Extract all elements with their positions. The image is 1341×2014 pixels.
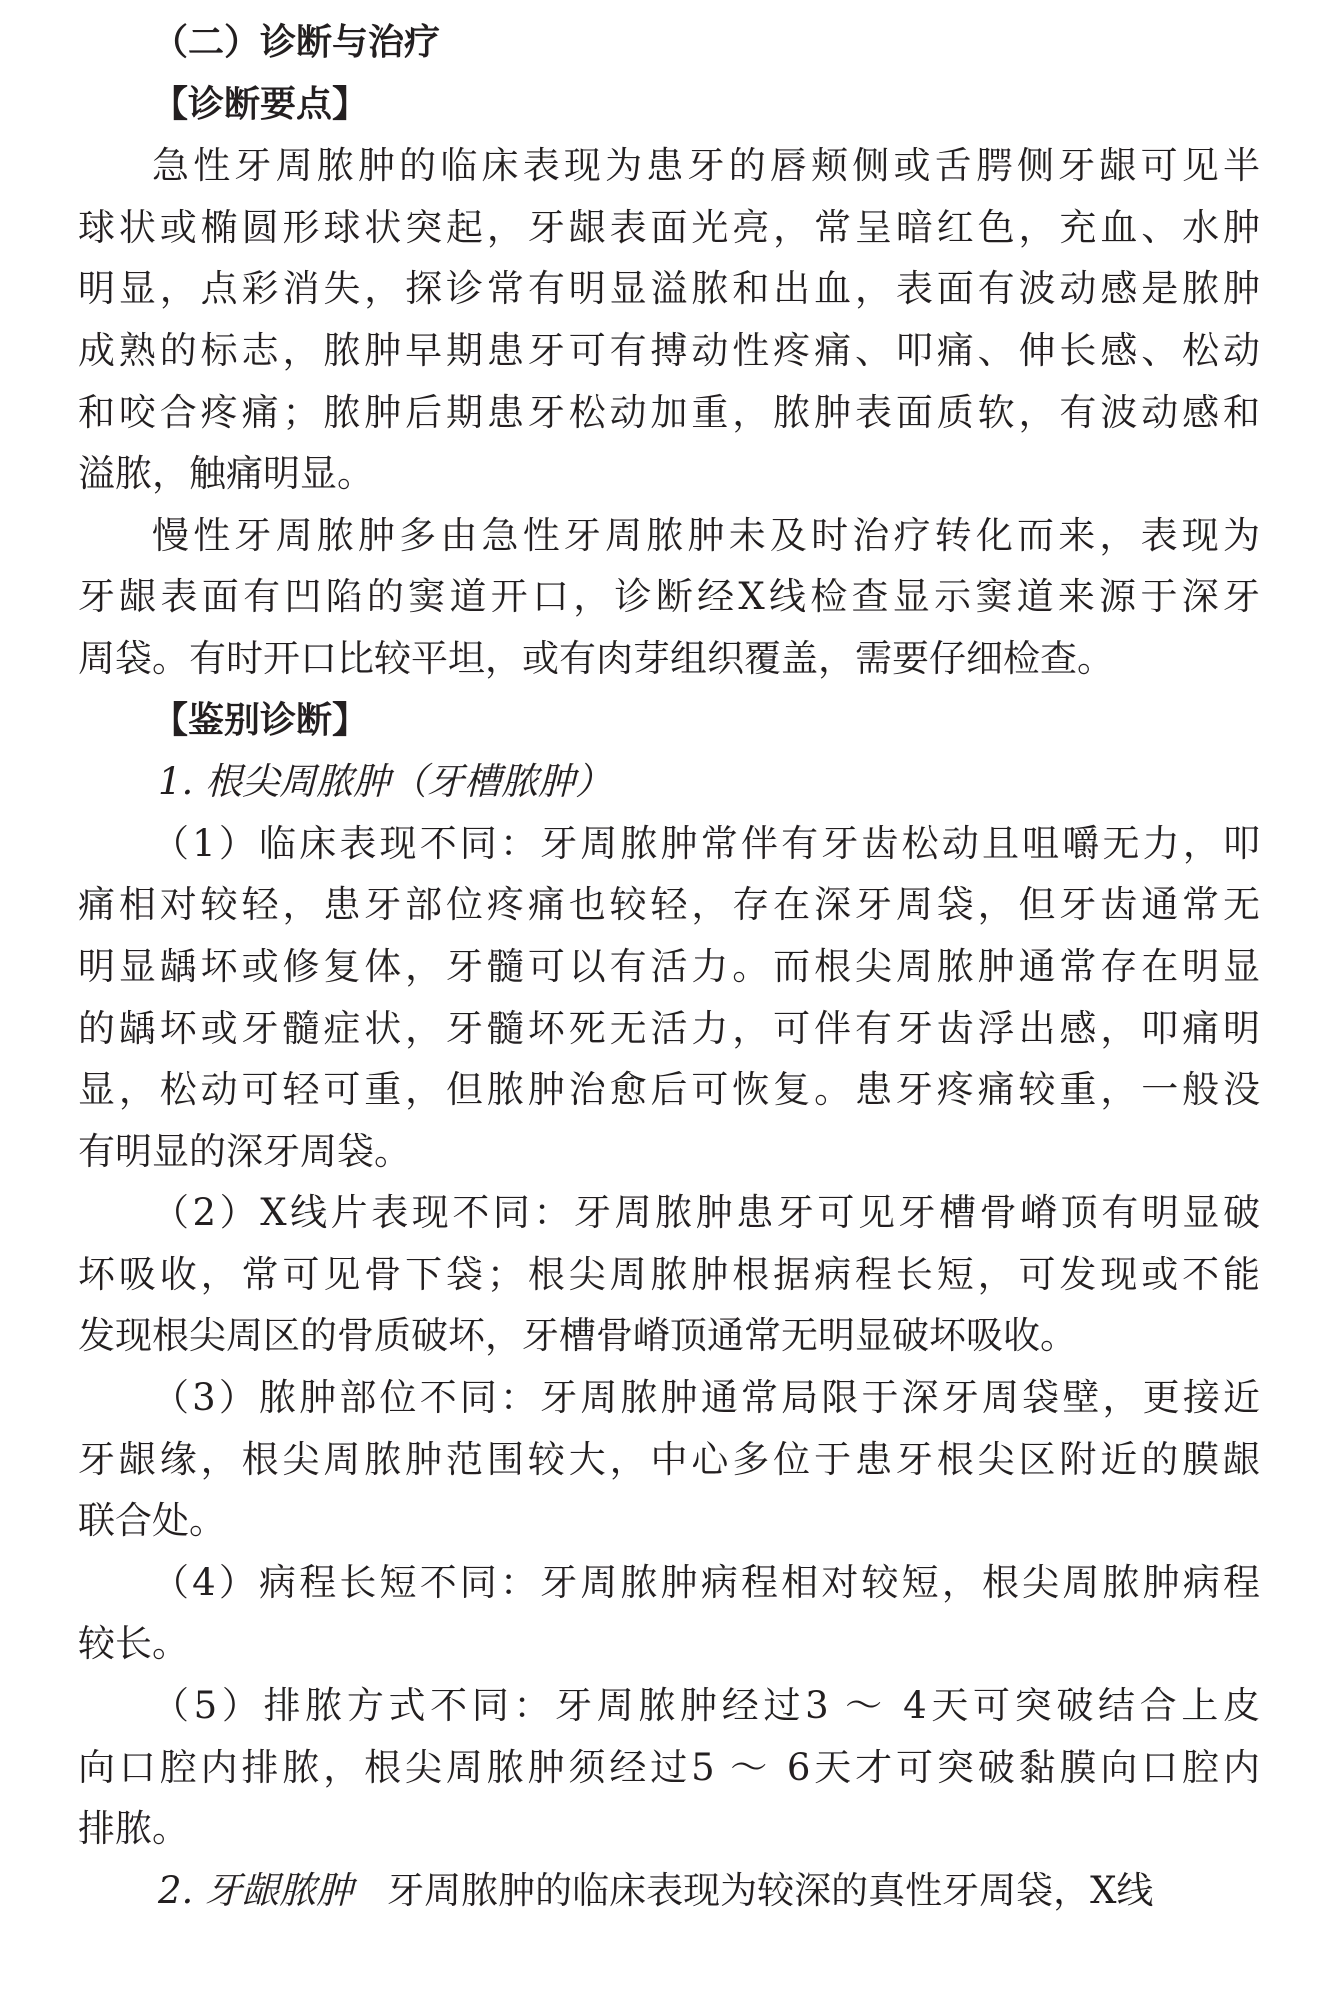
text-line: 成熟的标志，脓肿早期患牙可有搏动性疼痛、叩痛、伸长感、松动 [78, 328, 1260, 372]
text-line: 溢脓，触痛明显。 [78, 452, 374, 496]
diagnosis-paragraph-1 [78, 135, 1260, 505]
text-line: （5）排脓方式不同：牙周脓肿经过3 ～ 4天可突破结合上皮 [152, 1684, 1260, 1728]
section-title: （二）诊断与治疗 [152, 22, 441, 63]
text-line: 牙龈缘，根尖周脓肿范围较大，中心多位于患牙根尖区附近的膜龈 [78, 1437, 1260, 1481]
text-line: 有明显的深牙周袋。 [78, 1129, 411, 1173]
text-line: （3）脓肿部位不同：牙周脓肿通常局限于深牙周袋壁，更接近 [152, 1376, 1260, 1420]
item1-title: 1. 根尖周脓肿（牙槽脓肿） [158, 760, 613, 804]
item2-text: 牙周脓肿的临床表现为较深的真性牙周袋，X线 [387, 1868, 1154, 1912]
item2-title: 2. 牙龈脓肿 [158, 1868, 354, 1912]
text-line: 周袋。有时开口比较平坦，或有肉芽组织覆盖，需要仔细检查。 [78, 636, 1114, 680]
text-line: 显，松动可轻可重，但脓肿治愈后可恢复。患牙疼痛较重，一般没 [78, 1068, 1260, 1112]
text-line: 明显，点彩消失，探诊常有明显溢脓和出血，表面有波动感是脓肿 [78, 267, 1260, 311]
text-line: （4）病程长短不同：牙周脓肿病程相对较短，根尖周脓肿病程 [152, 1560, 1260, 1604]
text-line: 的龋坏或牙髓症状，牙髓坏死无活力，可伴有牙齿浮出感，叩痛明 [78, 1006, 1260, 1050]
text-line: 向口腔内排脓，根尖周脓肿须经过5 ～ 6天才可突破黏膜向口腔内 [78, 1745, 1260, 1789]
text-line: 痛相对较轻，患牙部位疼痛也较轻，存在深牙周袋，但牙齿通常无 [78, 883, 1260, 927]
differential-point-2 [78, 1182, 1260, 1367]
text-line: 明显龋坏或修复体，牙髓可以有活力。而根尖周脓肿通常存在明显 [78, 944, 1260, 988]
diagnosis-points-heading: 【诊断要点】 [152, 83, 369, 125]
text-line: 急性牙周脓肿的临床表现为患牙的唇颊侧或舌腭侧牙龈可见半 [152, 144, 1260, 188]
text-line: 排脓。 [78, 1807, 189, 1851]
differential-point-4 [78, 1552, 1260, 1675]
text-line: （1）临床表现不同：牙周脓肿常伴有牙齿松动且咀嚼无力，叩 [152, 821, 1260, 865]
text-line: 较长。 [78, 1622, 189, 1666]
text-line: 联合处。 [78, 1499, 226, 1543]
text-line: 发现根尖周区的骨质破坏，牙槽骨嵴顶通常无明显破坏吸收。 [78, 1314, 1077, 1358]
differential-diagnosis-heading: 【鉴别诊断】 [152, 699, 369, 741]
document-page [78, 12, 1260, 1921]
text-line: 慢性牙周脓肿多由急性牙周脓肿未及时治疗转化而来，表现为 [152, 513, 1260, 557]
differential-point-3 [78, 1367, 1260, 1552]
text-line: 坏吸收，常可见骨下袋；根尖周脓肿根据病程长短，可发现或不能 [78, 1252, 1260, 1296]
item2-line [78, 1860, 1260, 1922]
text-line: 牙龈表面有凹陷的窦道开口，诊断经X线检查显示窦道来源于深牙 [78, 575, 1260, 619]
differential-point-1 [78, 813, 1260, 1183]
text-line: 球状或椭圆形球状突起，牙龈表面光亮，常呈暗红色，充血、水肿 [78, 205, 1260, 249]
text-line: （2）X线片表现不同：牙周脓肿患牙可见牙槽骨嵴顶有明显破 [152, 1191, 1260, 1235]
differential-point-5 [78, 1675, 1260, 1860]
text-line: 和咬合疼痛；脓肿后期患牙松动加重，脓肿表面质软，有波动感和 [78, 390, 1260, 434]
diagnosis-paragraph-2 [78, 505, 1260, 690]
